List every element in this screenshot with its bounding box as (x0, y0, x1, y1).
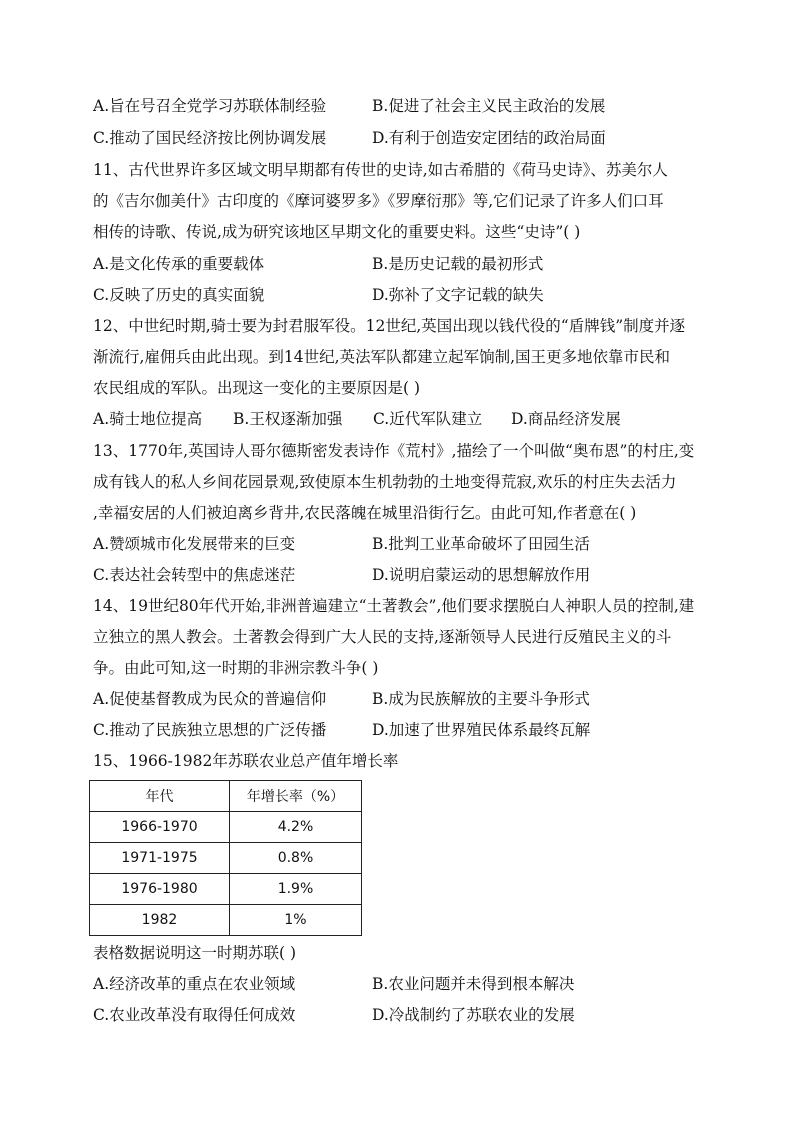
table-row (90, 874, 362, 905)
q12-option-b: B.王权逐渐加强 (233, 410, 343, 428)
table-row (90, 812, 362, 843)
q15-stem: 表格数据说明这一时期苏联( ) (93, 944, 297, 962)
q14-option-a: A.促使基督教成为民众的普遍信仰 (93, 690, 327, 708)
q13-option-c: C.表达社会转型中的焦虑迷茫 (93, 566, 296, 584)
table-header-cell: 年增长率（%） (230, 781, 362, 812)
q13-stem-line-3: ,幸福安居的人们被迫离乡背井,农民落魄在城里沿街行乞。由此可知,作者意在( ) (93, 504, 637, 522)
q14-option-d: D.加速了世界殖民体系最终瓦解 (372, 721, 591, 739)
q13-stem-line-1: 13、1770年,英国诗人哥尔德斯密发表诗作《荒村》,描绘了一个叫做“奥布恩”的村庄,变 (93, 442, 695, 460)
q15-title: 15、1966-1982年苏联农业总产值年增长率 (93, 752, 399, 770)
table-header-row (90, 781, 362, 812)
table-cell: 1% (230, 905, 362, 936)
q15-option-c: C.农业改革没有取得任何成效 (93, 1006, 296, 1024)
q11-stem-line-3: 相传的诗歌、传说,成为研究该地区早期文化的重要史料。这些“史诗”( ) (93, 223, 581, 241)
q10-option-b: B.促进了社会主义民主政治的发展 (372, 97, 606, 115)
q12-option-a: A.骑士地位提高 (93, 410, 203, 428)
q12-option-c: C.近代军队建立 (373, 410, 483, 428)
q11-option-a: A.是文化传承的重要载体 (93, 255, 265, 273)
q15-option-d: D.冷战制约了苏联农业的发展 (372, 1006, 575, 1024)
table-header-cell: 年代 (90, 781, 230, 812)
table-row (90, 905, 362, 936)
q10-option-d: D.有利于创造安定团结的政治局面 (372, 129, 606, 147)
q10-option-a: A.旨在号召全党学习苏联体制经验 (93, 97, 327, 115)
growth-rate-table (89, 780, 362, 936)
q13-option-b: B.批判工业革命破坏了田园生活 (372, 535, 590, 553)
q12-stem-line-1: 12、中世纪时期,骑士要为封君服军役。12世纪,英国出现以钱代役的“盾牌钱”制度并逐 (93, 317, 686, 335)
q12-option-d: D.商品经济发展 (511, 410, 621, 428)
table-cell: 1982 (90, 905, 230, 936)
table-cell: 1971-1975 (90, 843, 230, 874)
q11-option-b: B.是历史记载的最初形式 (372, 255, 544, 273)
q14-stem-line-1: 14、19世纪80年代开始,非洲普遍建立“土著教会”,他们要求摆脱白人神职人员的控制,建 (93, 597, 695, 615)
q13-option-d: D.说明启蒙运动的思想解放作用 (372, 566, 591, 584)
q13-option-a: A.赞颂城市化发展带来的巨变 (93, 535, 296, 553)
table-cell: 1.9% (230, 874, 362, 905)
q14-stem-line-3: 争。由此可知,这一时期的非洲宗教斗争( ) (93, 659, 379, 677)
q15-option-a: A.经济改革的重点在农业领域 (93, 975, 296, 993)
q14-option-b: B.成为民族解放的主要斗争形式 (372, 690, 590, 708)
q13-stem-line-2: 成有钱人的私人乡间花园景观,致使原本生机勃勃的土地变得荒寂,欢乐的村庄失去活力 (93, 473, 677, 491)
q14-stem-line-2: 立独立的黑人教会。土著教会得到广大人民的支持,逐渐领导人民进行反殖民主义的斗 (93, 628, 672, 646)
table-cell: 0.8% (230, 843, 362, 874)
table-row (90, 843, 362, 874)
table-cell: 1966-1970 (90, 812, 230, 843)
q10-option-c: C.推动了国民经济按比例协调发展 (93, 129, 327, 147)
q11-option-d: D.弥补了文字记载的缺失 (372, 286, 544, 304)
table-cell: 1976-1980 (90, 874, 230, 905)
q15-option-b: B.农业问题并未得到根本解决 (372, 975, 575, 993)
q11-option-c: C.反映了历史的真实面貌 (93, 286, 265, 304)
q11-stem-line-2: 的《吉尔伽美什》古印度的《摩诃婆罗多》《罗摩衍那》等,它们记录了许多人们口耳 (93, 192, 664, 210)
q12-stem-line-3: 农民组成的军队。出现这一变化的主要原因是( ) (93, 379, 421, 397)
q11-stem-line-1: 11、古代世界许多区域文明早期都有传世的史诗,如古希腊的《荷马史诗》、苏美尔人 (93, 161, 668, 179)
table-cell: 4.2% (230, 812, 362, 843)
q14-option-c: C.推动了民族独立思想的广泛传播 (93, 721, 327, 739)
q12-stem-line-2: 渐流行,雇佣兵由此出现。到14世纪,英法军队都建立起军饷制,国王更多地依靠市民和 (93, 348, 671, 366)
